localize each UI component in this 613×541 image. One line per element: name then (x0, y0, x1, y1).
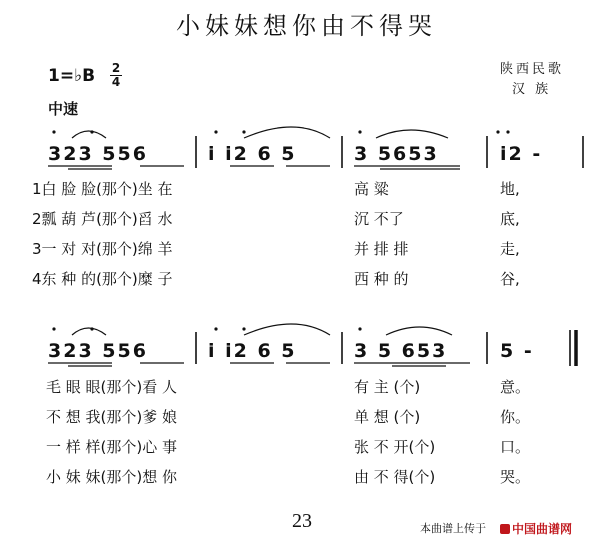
brand-logo-icon (500, 524, 510, 534)
s2-verse-2-a: 不 想 我(那个)爹 娘 (46, 408, 178, 426)
s1-verse-3-a: 3一 对 对(那个)绵 羊 (32, 240, 173, 258)
s2-dot-1 (52, 327, 55, 330)
site-brand[interactable] (500, 518, 572, 537)
s2-verse-1-a: 毛 眼 眼(那个)看 人 (46, 378, 178, 396)
s1-measure-1: 323 556 (48, 143, 148, 165)
s1-verse-2-b: 沉 不了 (354, 210, 404, 228)
brand-name: 中国曲谱网 (512, 522, 573, 536)
meter-top: 2 (111, 61, 121, 75)
s2-verse-4-a: 小 妹 妹(那个)想 你 (46, 468, 178, 486)
s1-verse-3-c: 走, (500, 240, 520, 258)
s1-verse-4-b: 西 种 的 (354, 270, 409, 288)
s1-slur-3 (376, 130, 448, 138)
source-origin: 陕西民歌 (500, 62, 565, 77)
s2-slur-3 (386, 327, 452, 335)
meter-bottom: 4 (111, 75, 121, 89)
s1-verse-2-a: 2瓢 葫 芦(那个)舀 水 (32, 210, 173, 228)
s2-measure-1: 323 556 (48, 340, 148, 362)
s1-verse-4-a: 4东 种 的(那个)糜 子 (32, 270, 173, 288)
tempo-marking: 中速 (48, 100, 79, 118)
s2-dot-5 (358, 327, 361, 330)
s2-verse-4-c: 哭。 (500, 468, 531, 486)
s2-verse-2-c: 你。 (500, 408, 531, 426)
s1-measure-4: i2 - (500, 143, 543, 165)
s2-verse-1-b: 有 主 (个) (354, 378, 421, 396)
s2-verse-3-c: 口。 (500, 438, 531, 456)
s1-slur-2 (244, 127, 330, 138)
song-title: 小妹妹想你由不得哭 (176, 12, 437, 40)
s2-dot-4 (242, 327, 245, 330)
s1-dot-2 (90, 130, 93, 133)
s2-verse-4-b: 由 不 得(个) (354, 468, 436, 486)
upload-note: 本曲谱上传于 (420, 522, 486, 535)
s1-dot-5 (358, 130, 361, 133)
s2-dot-3 (214, 327, 217, 330)
source-ethnicity: 汉 族 (512, 82, 552, 97)
s1-dot-3 (214, 130, 217, 133)
s2-verse-1-c: 意。 (500, 378, 531, 396)
s1-verse-1-c: 地, (500, 180, 520, 198)
s1-dot-1 (52, 130, 55, 133)
s2-verse-2-b: 单 想 (个) (354, 408, 421, 426)
s1-measure-3: 3 5653 (354, 143, 439, 165)
s1-measure-2: i i2 6 5 (208, 143, 297, 165)
page-number: 23 (292, 510, 312, 532)
s2-verse-3-a: 一 样 样(那个)心 事 (46, 438, 178, 456)
s2-slur-2 (244, 324, 330, 335)
s2-measure-4: 5 - (500, 340, 534, 362)
s1-dot-6 (496, 130, 499, 133)
s1-slur-1 (72, 131, 106, 138)
s1-verse-1-a: 1白 脸 脸(那个)坐 在 (32, 180, 173, 198)
s1-dot-4 (242, 130, 245, 133)
s2-measure-3: 3 5 653 (354, 340, 448, 362)
s2-verse-3-b: 张 不 开(个) (354, 438, 436, 456)
s1-verse-1-b: 高 粱 (354, 180, 389, 198)
s1-verse-4-c: 谷, (500, 270, 520, 288)
key-signature: 1=♭B (48, 66, 96, 86)
s1-dot-7 (506, 130, 509, 133)
s2-slur-1 (72, 328, 106, 335)
s1-verse-3-b: 并 排 排 (354, 240, 409, 258)
s1-verse-2-c: 底, (500, 210, 520, 228)
s2-measure-2: i i2 6 5 (208, 340, 297, 362)
s2-dot-2 (90, 327, 93, 330)
